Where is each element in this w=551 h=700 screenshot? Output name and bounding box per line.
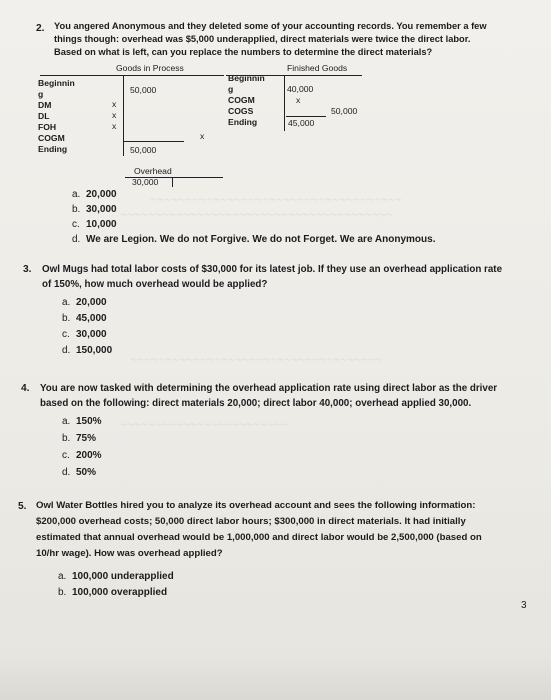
question-5-number: 5. <box>18 501 27 512</box>
question-3-number: 3. <box>23 264 32 275</box>
fg-center-rule <box>284 75 285 131</box>
goods-in-process-title: Goods in Process <box>116 63 184 73</box>
question-5-option-a[interactable] <box>58 570 174 583</box>
option-letter: b. <box>72 204 81 215</box>
wip-foh-mark: x <box>112 121 117 131</box>
t-account-top-rule <box>40 75 224 76</box>
option-text: 150,000 <box>76 345 113 356</box>
question-3-option-b[interactable] <box>62 312 107 325</box>
question-3-option-d[interactable] <box>62 344 112 357</box>
question-4-option-b[interactable] <box>62 432 96 445</box>
question-3-line-2: of 150%, how much overhead would be applied? <box>42 279 268 290</box>
wip-label-dm: DM <box>38 100 52 110</box>
wip-label-beginning-cont: g <box>38 89 44 99</box>
fg-beginning-value: 40,000 <box>287 84 314 94</box>
page-fold-shadow <box>0 655 551 700</box>
question-5-line-1: Owl Water Bottles hired you to analyze its overhead account and sees the following information: <box>36 500 476 511</box>
option-text: 200% <box>76 450 102 461</box>
question-3-option-a[interactable] <box>62 296 107 309</box>
bleed-through-text: ～～～～～～～～～～～～～～～～～～～～～～～～～～～～～～～～～～～～ <box>150 197 402 204</box>
question-2-number: 2. <box>36 23 45 34</box>
fg-cogm-mark: x <box>296 95 301 105</box>
option-letter: a. <box>58 571 67 582</box>
option-text: 20,000 <box>86 189 117 200</box>
question-4-line-2: based on the following: direct materials 20,000; direct labor 40,000; overhead applied 30,000. <box>40 398 472 409</box>
option-letter: a. <box>62 416 71 427</box>
option-letter: b. <box>62 433 71 444</box>
question-5-line-2: $200,000 overhead costs; 50,000 direct labor hours; $300,000 in direct materials. It had initially <box>36 516 466 527</box>
wip-label-beginning: Beginnin <box>38 78 75 88</box>
wip-cogm-mark: x <box>200 131 205 141</box>
fg-label-beginning-cont: g <box>228 84 234 94</box>
option-letter: d. <box>72 234 81 245</box>
question-2-option-a[interactable] <box>72 188 117 201</box>
wip-label-dl: DL <box>38 111 50 121</box>
overhead-center-rule <box>172 177 173 187</box>
option-text: 50% <box>76 467 97 478</box>
bleed-through-text: ～～～～～～～～～～～～～～～～～～～～～～～～ <box>120 422 288 429</box>
option-text: 75% <box>76 433 97 444</box>
fg-label-cogm: COGM <box>228 95 255 105</box>
bleed-through-text: ～～～～～～～～～～～～～～～～～～～～～～～～～～～～～～～～～～～～～～～ <box>120 212 393 219</box>
option-text: 150% <box>76 416 102 427</box>
wip-label-cogm: COGM <box>38 133 65 143</box>
question-2-line-3: Based on what is left, can you replace the numbers to determine the direct materials? <box>54 47 433 57</box>
fg-ending-value: 45,000 <box>288 118 315 128</box>
wip-label-ending: Ending <box>38 144 68 154</box>
option-text: 100,000 underapplied <box>72 571 174 582</box>
question-2-line-1: You angered Anonymous and they deleted some of your accounting records. You remember a few <box>54 21 487 31</box>
wip-ending-value: 50,000 <box>130 145 157 155</box>
option-letter: c. <box>72 219 80 230</box>
wip-beginning-value: 50,000 <box>130 85 157 95</box>
bleed-through-text: ～～～～～～～～～～～～～～～～～～～～～～～～～～～～～～～～～～～～ <box>130 357 382 364</box>
overhead-value: 30,000 <box>132 177 159 187</box>
option-letter: a. <box>62 297 71 308</box>
page-number: 3 <box>521 600 527 611</box>
option-text: 10,000 <box>86 219 117 230</box>
option-letter: d. <box>62 467 71 478</box>
option-text: 100,000 overapplied <box>72 587 168 598</box>
question-4-option-c[interactable] <box>62 449 102 462</box>
question-2-option-c[interactable] <box>72 218 117 231</box>
option-letter: b. <box>62 313 71 324</box>
fg-label-ending: Ending <box>228 117 258 127</box>
question-3-line-1: Owl Mugs had total labor costs of $30,000 for its latest job. If they use an overhead application rate <box>42 264 503 275</box>
question-2-option-b[interactable] <box>72 203 117 216</box>
question-2-option-d[interactable] <box>72 233 435 246</box>
question-2-line-2: things though: overhead was $5,000 underapplied, direct materials were twice the direct labor. <box>54 34 471 44</box>
option-letter: c. <box>62 329 70 340</box>
fg-ending-rule <box>286 116 326 117</box>
wip-dm-mark: x <box>112 99 117 109</box>
question-5-option-b[interactable] <box>58 586 167 599</box>
option-text: 45,000 <box>76 313 107 324</box>
option-letter: c. <box>62 450 70 461</box>
question-3-option-c[interactable] <box>62 328 107 341</box>
option-letter: a. <box>72 189 81 200</box>
option-letter: b. <box>58 587 67 598</box>
question-4-option-d[interactable] <box>62 466 96 479</box>
wip-label-foh: FOH <box>38 122 57 132</box>
option-letter: d. <box>62 345 71 356</box>
fg-label-cogs: COGS <box>228 106 254 116</box>
question-5-line-4: 10/hr wage). How was overhead applied? <box>36 548 223 559</box>
option-text: 30,000 <box>86 204 117 215</box>
question-4-number: 4. <box>21 383 30 394</box>
overhead-title: Overhead <box>134 166 172 176</box>
question-4-line-1: You are now tasked with determining the overhead application rate using direct labor as the driver <box>40 383 498 394</box>
question-5-line-3: estimated that annual overhead would be 1,000,000 and direct labor would be 2,500,000 (based on <box>36 532 482 543</box>
wip-ending-rule <box>124 141 184 142</box>
option-text: 30,000 <box>76 329 107 340</box>
fg-label-beginning: Beginnin <box>228 73 265 83</box>
question-4-option-a[interactable] <box>62 415 102 428</box>
wip-dl-mark: x <box>112 110 117 120</box>
fg-cogs-value: 50,000 <box>331 106 358 116</box>
option-text: 20,000 <box>76 297 107 308</box>
option-text: We are Legion. We do not Forgive. We do not Forget. We are Anonymous. <box>86 234 436 245</box>
t-account-center-rule <box>123 75 124 156</box>
finished-goods-title: Finished Goods <box>287 63 348 73</box>
